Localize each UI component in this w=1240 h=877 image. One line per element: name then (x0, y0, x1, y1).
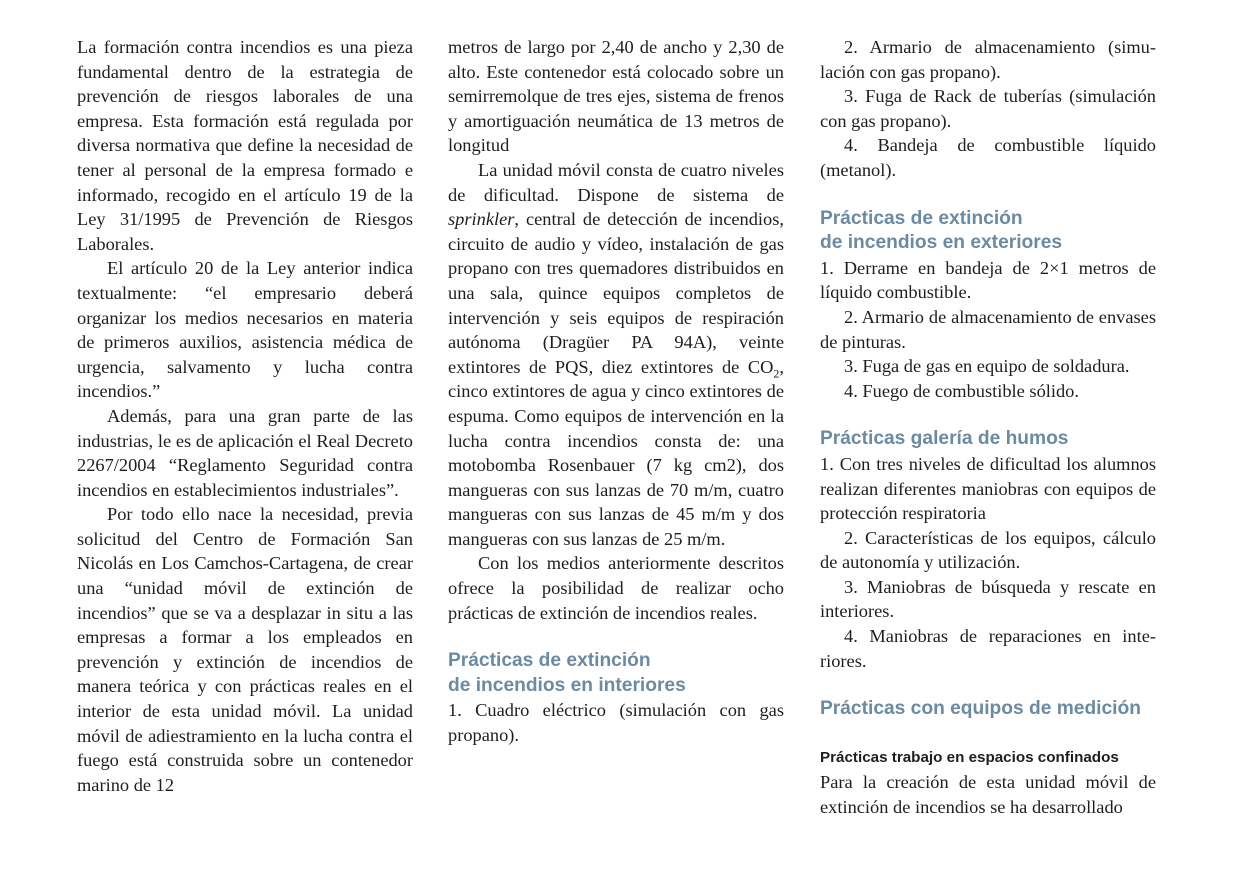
section-heading-humos: Prácticas galería de humos (820, 428, 1069, 450)
list-item: 4. Bandeja de combustible líquido (metanol). (820, 135, 1156, 180)
list-item: 2. Armario de almacenamiento de envases de pinturas. (820, 306, 1156, 352)
list-item: 3. Maniobras de búsqueda y rescate en interiores. (820, 576, 1156, 622)
list-item: 1. Con tres niveles de dificultad los alumnos realizan diferentes maniobras con equipos de protección respiratoria (820, 453, 1156, 524)
column-1 (77, 35, 413, 797)
list-item: 1. Derrame en bandeja de 2×1 metros de líquido combustible. (820, 257, 1156, 303)
paragraph-mobile-unit: Por todo ello nace la necesidad, previa solicitud del Centro de Formación San Nicolás en Los Camchos-Cartagena, de crear una “unidad móvil de extinción de incendios” que se va a desplazar in situ a las empresas a formar a los empleados en prevención y extinción de incendios de manera teórica y con prácticas reales en el interior de esta unidad móvil. La unidad móvil de adiestramiento en la lucha contra el fuego está construida sobre un contenedor marino de 12 (77, 504, 413, 795)
paragraph-container: metros de largo por 2,40 de ancho y 2,30 de alto. Este contenedor está colocado sobre un semirremolque de tres ejes, sistema de frenos y amortiguación neumática de 13 metros de longitud (448, 37, 784, 156)
list-item: 2. Armario de almacenamiento (simulación con gas propano). (820, 37, 1156, 82)
list-item: 3. Fuga de gas en equipo de soldadura. (844, 356, 1130, 377)
column-3 (820, 35, 1156, 820)
section-heading-interiores: Prácticas de extinción de incendios en interiores (448, 650, 686, 696)
column-2 (448, 35, 784, 748)
paragraph-real-decreto: Además, para una gran parte de las industrias, le es de aplicación el Real Decreto 2267/2004 “Reglamento Seguridad contra incendios en establecimientos industriales”. (77, 405, 413, 500)
subheading-espacios-confinados: Prácticas trabajo en espacios confinados (820, 748, 1119, 766)
list-item: 3. Fuga de Rack de tuberías (simulación con gas propano). (820, 86, 1156, 131)
paragraph-final: Para la creación de esta unidad móvil de extinción de incendios se ha desarrollado (820, 772, 1156, 818)
section-heading-medicion: Prácticas con equipos de medición (820, 698, 1141, 720)
paragraph-practices: Con los medios anteriormente descritos ofrece la posibilidad de realizar ocho prácticas de extinción de incendios reales. (448, 553, 784, 623)
section-heading-exteriores: Prácticas de extinción de incendios en exteriores (820, 207, 1063, 254)
paragraph-article-20: El artículo 20 de la Ley anterior indica textualmente: “el empresario deberá organizar los medios necesarios en materia de primeros auxilios, asistencia médica de urgencia, salvamento y lucha contra incendios.” (77, 258, 413, 402)
list-item: 4. Fuego de combustible sólido. (844, 380, 1079, 401)
paragraph-equipment: La unidad móvil consta de cuatro niveles de dificultad. Dispone de sistema de sprinkler, central de detección de incendios, circuito de audio y vídeo, instalación de gas propano con tres quemadores distribuidos en una sala, quince equipos completos de intervención y seis equipos de respiración autónoma (Dragüer PA 94A), veinte extintores de PQS, diez extintores de $CO_2$, cinco extintores de agua y cinco extintores de espuma. Como equipos de intervención en la lucha contra incendios consta de: una motobomba Rosenbauer (7 kg cm2), dos mangueras con sus lanzas de 70 m/m, cuatro mangueras con sus lanzas de 45 m/m y dos mangueras con sus lanzas de 25 m/m. (448, 159, 784, 549)
list-item: 4. Maniobras de reparaciones en interiores. (820, 626, 1156, 671)
list-item: 2. Características de los equipos, cálculo de autonomía y utilización. (820, 527, 1156, 573)
list-item: 1. Cuadro eléctrico (simulación con gas propano). (448, 700, 784, 746)
paragraph-intro: La formación contra incendios es una pieza fundamental dentro de la estrategia de prevención de riesgos laborales de una empresa. Esta formación está regulada por diversa normativa que define la necesidad de tener al personal de la empresa formado e informado, recogido en el artículo 19 de la Ley 31/1995 de Prevención de Riesgos Laborales. (77, 37, 413, 254)
